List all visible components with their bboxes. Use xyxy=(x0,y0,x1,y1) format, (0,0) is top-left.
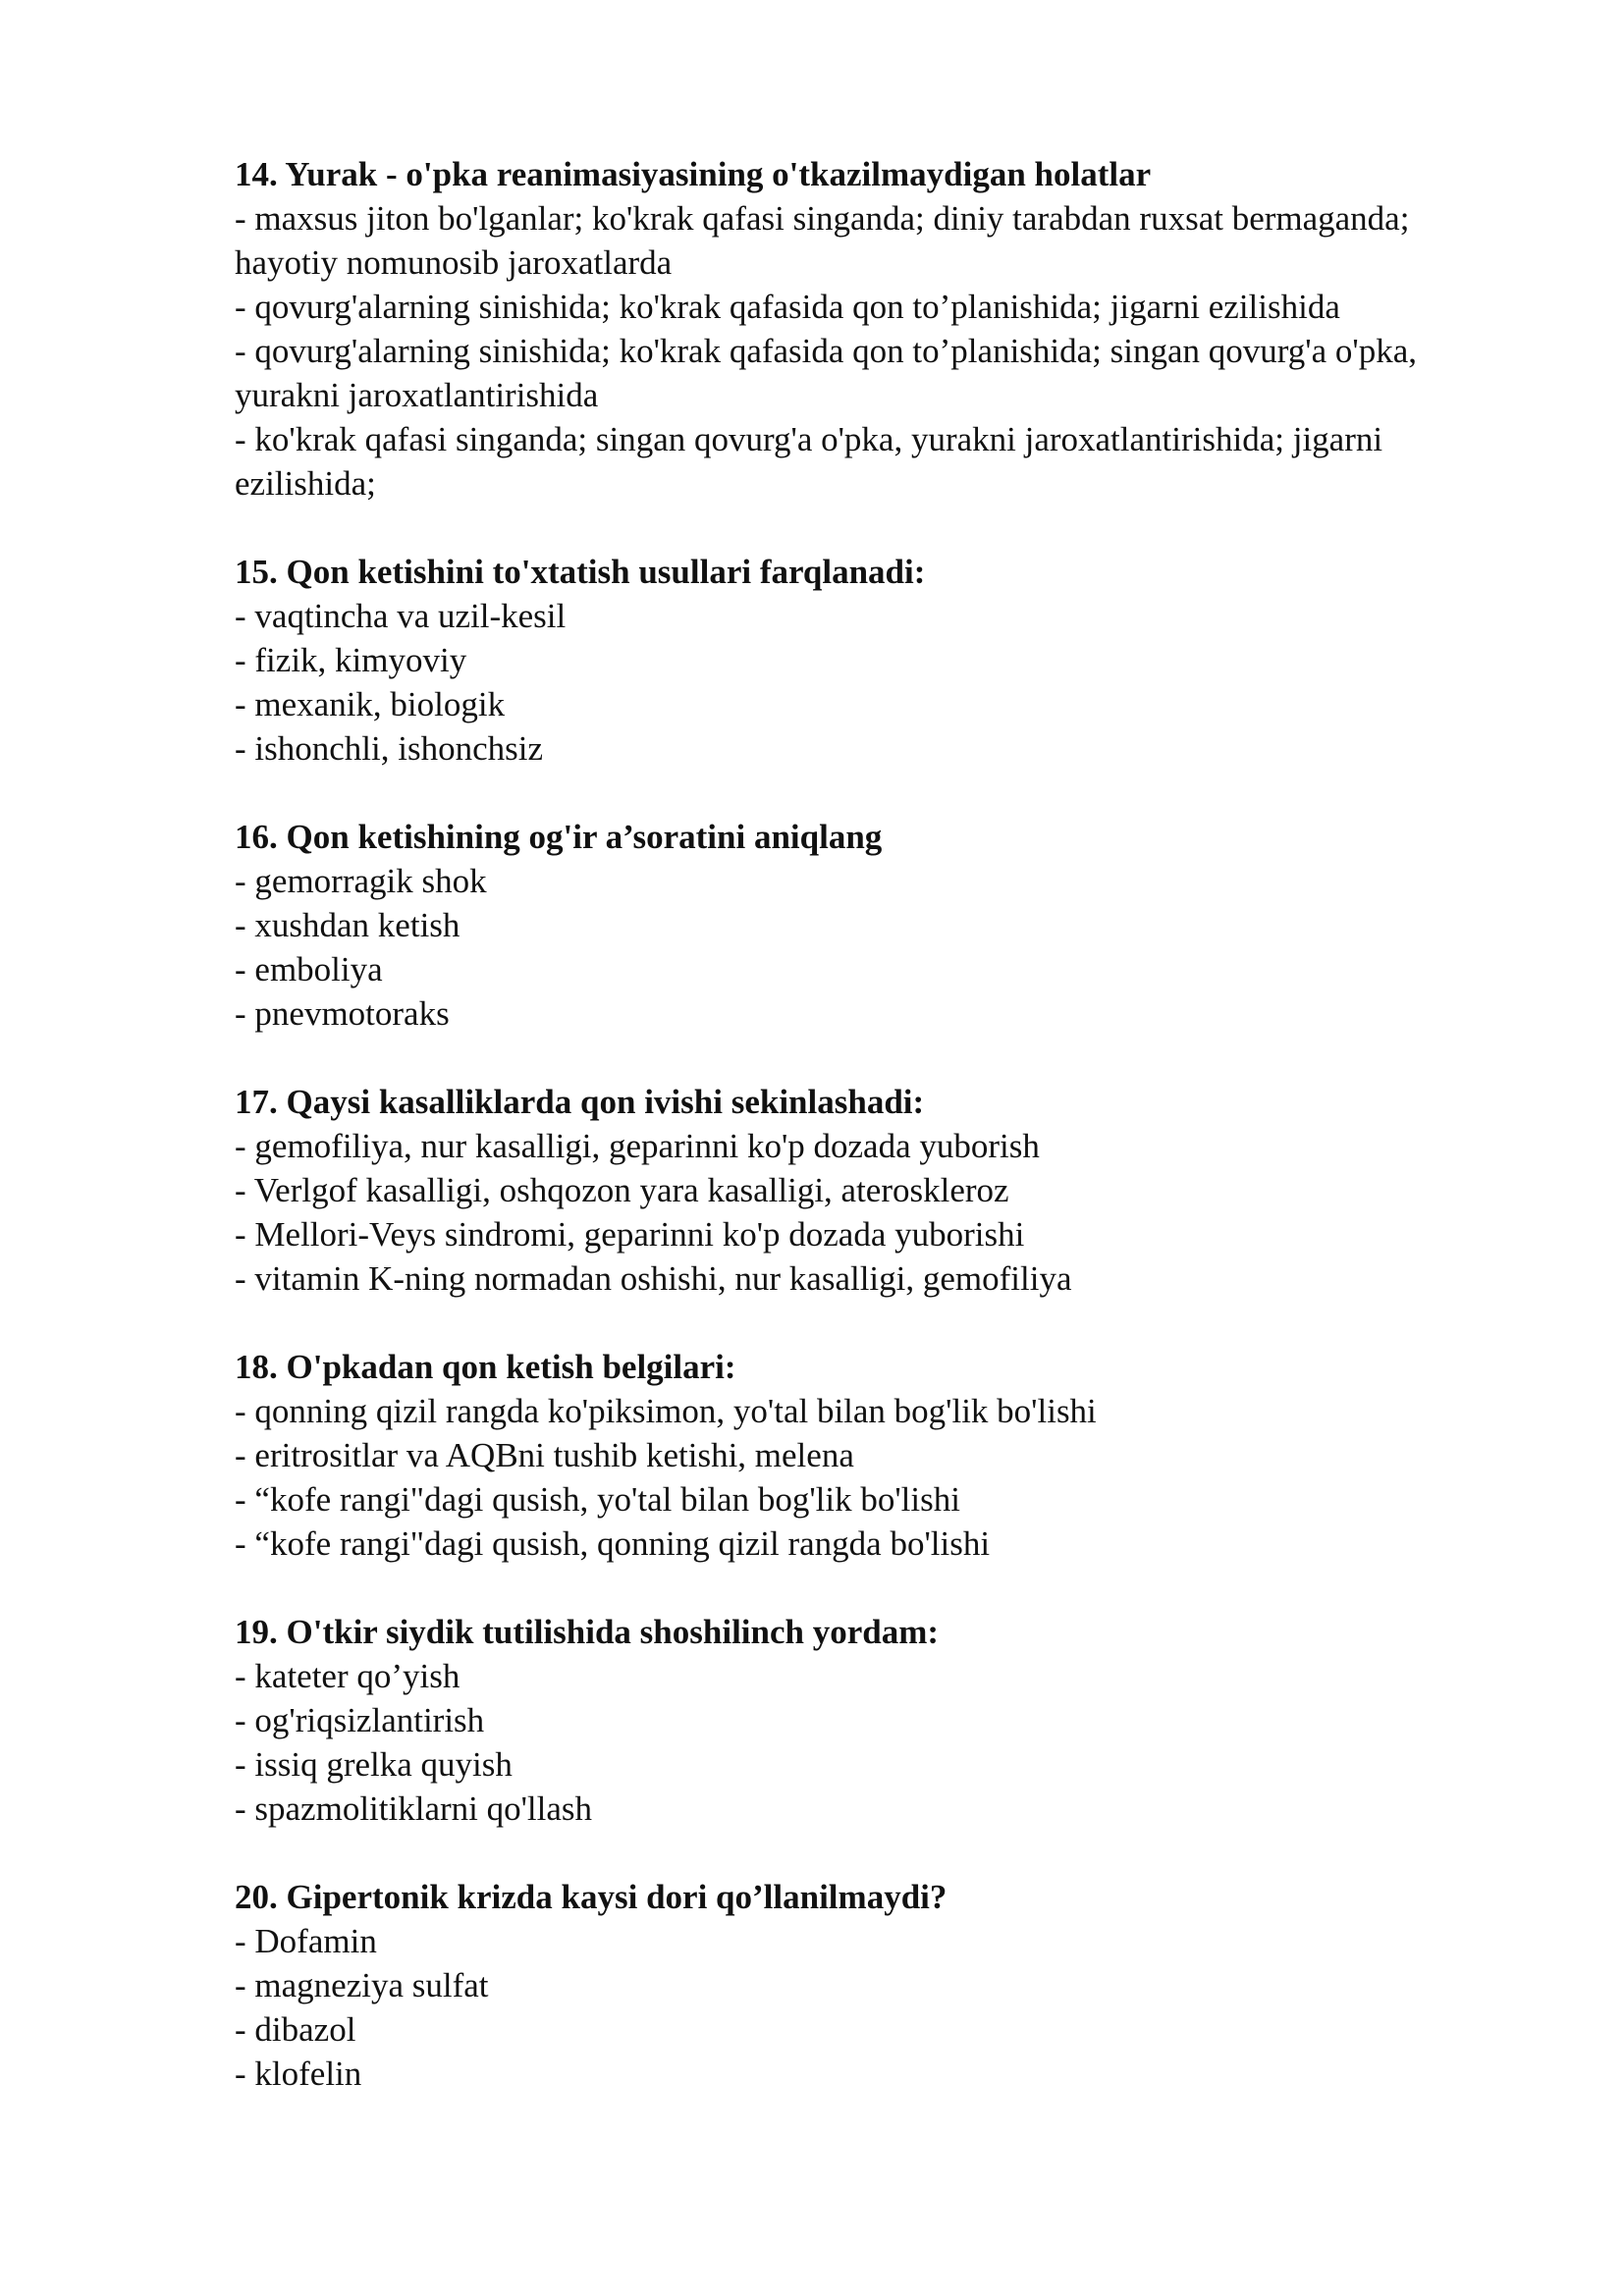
question-16 xyxy=(235,815,1501,1036)
answer-option: - gemorragik shok xyxy=(235,862,487,900)
answer-option: - fizik, kimyoviy xyxy=(235,641,467,679)
question-19 xyxy=(235,1610,1501,1831)
answer-option: - klofelin xyxy=(235,2055,362,2093)
question-14 xyxy=(235,152,1501,506)
question-title: 16. Qon ketishining og'ir a’soratini aniqlang xyxy=(235,818,883,856)
question-17 xyxy=(235,1080,1501,1301)
answer-option: - ko'krak qafasi singanda; singan qovurg'a o'pka, yurakni jaroxatlantirishida; jigarni ezilishida; xyxy=(235,420,1383,503)
question-title: 20. Gipertonik krizda kaysi dori qo’llanilmaydi? xyxy=(235,1878,947,1916)
answer-option: - Mellori-Veys sindromi, geparinni ko'p dozada yuborishi xyxy=(235,1215,1025,1254)
answer-option: - magneziya sulfat xyxy=(235,1966,489,2004)
answer-option: - maxsus jiton bo'lganlar; ko'krak qafasi singanda; diniy tarabdan ruxsat bermaganda; hayotiy nomunosib jaroxatlarda xyxy=(235,199,1410,282)
question-title: 15. Qon ketishini to'xtatish usullari farqlanadi: xyxy=(235,553,926,591)
question-title: 14. Yurak - o'pka reanimasiyasining o'tkazilmaydigan holatlar xyxy=(235,155,1152,193)
answer-option: - vaqtincha va uzil-kesil xyxy=(235,597,567,635)
question-title: 18. O'pkadan qon ketish belgilari: xyxy=(235,1348,736,1386)
answer-option: - gemofiliya, nur kasalligi, geparinni ko'p dozada yuborish xyxy=(235,1127,1040,1165)
answer-option: - qovurg'alarning sinishida; ko'krak qafasida qon to’planishida; singan qovurg'a o'pka, yurakni jaroxatlantirishida xyxy=(235,332,1417,414)
question-title: 19. O'tkir siydik tutilishida shoshilinch yordam: xyxy=(235,1613,940,1651)
answer-option: - pnevmotoraks xyxy=(235,994,450,1033)
answer-option: - kateter qo’yish xyxy=(235,1657,460,1695)
answer-option: - qonning qizil rangda ko'piksimon, yo'tal bilan bog'lik bo'lishi xyxy=(235,1392,1097,1430)
answer-option: - eritrositlar va AQBni tushib ketishi, melena xyxy=(235,1436,854,1474)
answer-option: - spazmolitiklarni qo'llash xyxy=(235,1789,593,1828)
question-title: 17. Qaysi kasalliklarda qon ivishi sekinlashadi: xyxy=(235,1083,925,1121)
question-20 xyxy=(235,1875,1501,2096)
answer-option: - issiq grelka quyish xyxy=(235,1745,513,1784)
answer-option: - og'riqsizlantirish xyxy=(235,1701,485,1739)
answer-option: - Verlgof kasalligi, oshqozon yara kasalligi, ateroskleroz xyxy=(235,1171,1009,1209)
question-15 xyxy=(235,550,1501,771)
document-page xyxy=(235,152,1501,2140)
answer-option: - vitamin K-ning normadan oshishi, nur kasalligi, gemofiliya xyxy=(235,1259,1072,1298)
answer-option: - emboliya xyxy=(235,950,383,988)
answer-option: - xushdan ketish xyxy=(235,906,460,944)
answer-option: - Dofamin xyxy=(235,1922,377,1960)
answer-option: - qovurg'alarning sinishida; ko'krak qafasida qon to’planishida; jigarni ezilishida xyxy=(235,288,1340,326)
answer-option: - mexanik, biologik xyxy=(235,685,506,723)
question-18 xyxy=(235,1345,1501,1566)
answer-option: - “kofe rangi"dagi qusish, qonning qizil rangda bo'lishi xyxy=(235,1524,991,1563)
answer-option: - “kofe rangi"dagi qusish, yo'tal bilan bog'lik bo'lishi xyxy=(235,1480,960,1519)
answer-option: - ishonchli, ishonchsiz xyxy=(235,729,543,768)
answer-option: - dibazol xyxy=(235,2010,356,2049)
